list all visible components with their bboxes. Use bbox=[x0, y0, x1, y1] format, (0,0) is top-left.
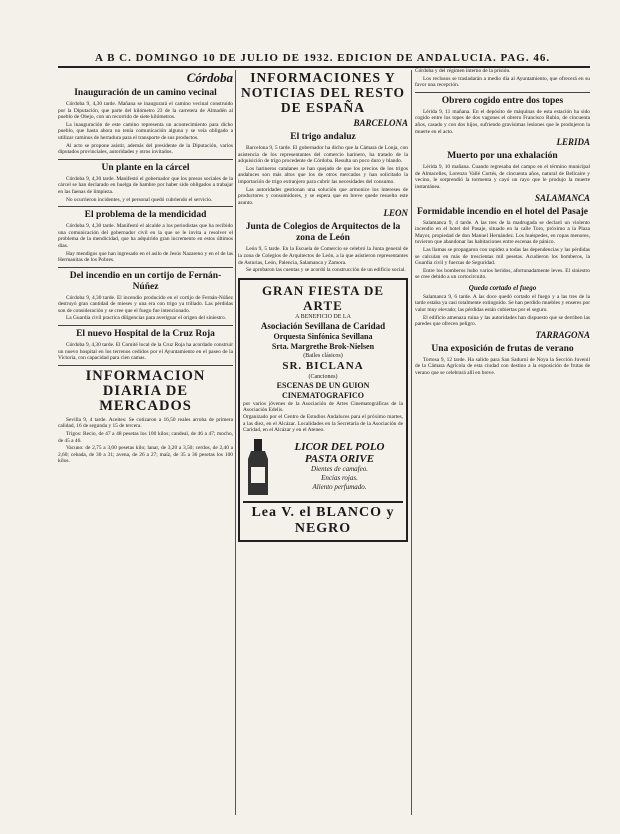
article-paragraph: Sevilla 9, 4 tarde. Aceites: Se cotizaron a 16,50 reales arroba de primera calidad, 16 de segunda y 15 de tercera. bbox=[58, 416, 233, 430]
column-left bbox=[58, 68, 233, 828]
article-paragraph: Las autoridades gestionan una solución que armonice los intereses de productores y consumidores, y se espera que en breve quede resuelto este asunto. bbox=[238, 186, 408, 206]
article-title: Inauguración de un camino vecinal bbox=[74, 88, 217, 98]
article-paragraph: La inauguración de este camino representa un acontecimiento para dicho pueblo, que hasta ahora no tenía comunicación alguna y se veía obligado a utilizar caminos de herradura para el transporte de sus productos. bbox=[58, 121, 233, 141]
article-paragraph: No ocurrieron incidentes, y el personal quedó cubriendo el servicio. bbox=[66, 196, 213, 203]
city-kicker: LERIDA bbox=[556, 137, 590, 148]
article-title: El nuevo Hospital de la Cruz Roja bbox=[76, 329, 215, 340]
ad-line: A BENEFICIO DE LA bbox=[295, 313, 351, 320]
column-center bbox=[238, 68, 408, 828]
column-rule-1 bbox=[235, 70, 236, 815]
liquor-name: LICOR DEL POLO bbox=[294, 441, 385, 454]
article-paragraph: Vacuno: de 2,75 a 3,00 pesetas kilo; lanar, de 3,20 a 3,50; cerdos, de 2,40 a 2,60; cebada, de 30 a 31; avena, de 26 a 27; maíz, de 35 a 36 pesetas los 100 kilos. bbox=[58, 445, 233, 465]
divider bbox=[58, 325, 233, 326]
city-kicker: LEON bbox=[383, 208, 408, 219]
article-title: Formidable incendio en el hotel del Pasaje bbox=[417, 206, 588, 217]
article-paragraph: Trigos: Recio, de 47 a 48 pesetas los 100 kilos; candeal, de 46 a 47; mocho, de 45 a 46. bbox=[58, 431, 233, 444]
column-rule-2 bbox=[411, 70, 412, 815]
article-paragraph: Entre los bomberos hubo varios heridos, afortunadamente leves. El siniestro se cree debido a un cortocircuito. bbox=[415, 267, 590, 281]
article-paragraph: Barcelona 9, 5 tarde. El gobernador ha dicho que la Cámara de Lonja, con asistencia de los representantes del comercio harinero, ha tratado de la adquisición de trigo procedente de Córdoba. Resulta un poco duro y blando. bbox=[238, 145, 408, 165]
city-kicker: Córdoba bbox=[186, 70, 233, 85]
ad-line: Asociación Sevillana de Caridad bbox=[260, 320, 386, 331]
ad-line: Organizado por el Centro de Estudios Andaluces para el próximo martes, a las diez, en el Alcázar. Localidades en la Secretaría de la Asociación de Caridad, en el Alcázar y en el Ateneo. bbox=[243, 413, 403, 434]
liquor-ad bbox=[243, 437, 403, 497]
ad-line: ESCENAS DE UN GUION CINEMATOGRAFICO bbox=[276, 380, 370, 400]
city-kicker: TARRAGONA bbox=[535, 329, 590, 340]
article-paragraph: Salamanca 9, 6 tarde. A las doce quedó cortado el fuego y a las tres de la tarde estaba ya casi totalmente extinguido. Se han perdido muebles y enseres por valor muy elevado; las pérdidas están cubiertas por el seguro. bbox=[415, 293, 590, 314]
advertisement-box bbox=[238, 278, 408, 542]
ad-line: (Bailes clásicos) bbox=[303, 352, 343, 359]
city-kicker: SALAMANCA bbox=[534, 192, 590, 203]
ad-line: Orquesta Sinfónica Sevillana bbox=[273, 331, 373, 341]
article-title: Muerto por una exhalación bbox=[447, 151, 558, 162]
article-paragraph: Los reclusos se trasladarán a medio día al Ayuntamiento, que ofrecerá en su favor una recepción. bbox=[415, 75, 590, 89]
ad-line: por varios jóvenes de la Asociación de Artes Cinematográficas de la Asociación Edelis. bbox=[243, 400, 403, 414]
column-right bbox=[415, 68, 590, 828]
bottle-icon bbox=[243, 437, 273, 497]
article-paragraph: Salamanca 9, 4 tarde. A las tres de la madrugada se declaró un violento incendio en el hotel del Pasaje, situado en la calle Toro, próximo a la Plaza Mayor, propiedad de don Manuel Hernández. Los huéspedes, en ropas menores, tuvieron que abandonar las habitaciones entre escenas de pánico. bbox=[415, 219, 590, 246]
section-title-national: INFORMACIONES Y NOTICIAS DEL RESTO DE ESPAÑA bbox=[240, 70, 406, 115]
section-title-markets: INFORMACION DIARIA DE MERCADOS bbox=[85, 367, 206, 414]
page-header: A B C. DOMINGO 10 DE JULIO DE 1932. EDICION DE ANDALUCIA. PAG. 46. bbox=[95, 52, 551, 64]
article-paragraph: Al acto se propone asistir, además del presidente de la Diputación, varios diputados provinciales, autoridades y otros invitados. bbox=[58, 142, 233, 156]
article-title: Junta de Colegios de Arquitectos de la zona de León bbox=[245, 222, 401, 244]
article-title: Obrero cogido entre dos topes bbox=[441, 95, 564, 106]
article-paragraph: Lérida 9, 11 mañana. En el depósito de máquinas de esta estación ha sido cogido entre los topes de dos vagones el obrero Francisco Rubio, de cincuenta años, casado y con dos hijos, sufriendo gravísimas lesiones que le produjeron la muerte en el acto. bbox=[415, 108, 590, 135]
article-paragraph: Córdoba 9, 4,30 tarde. Manifestó el alcalde a los periodistas que ha recibido una comunicación del gobernador civil en la que se le invita a resolver el problema de la mendicidad, que ha adquirido gran incremento en estos últimos días. bbox=[58, 223, 233, 249]
article-paragraph: Córdoba 9, 4,30 tarde. El Comité local de la Cruz Roja ha acordado construir un nuevo hospital en los terrenos cedidos por el Ayuntamiento en el paseo de la Victoria, con capacidad para cien camas. bbox=[58, 342, 233, 362]
ad-line: Srta. Margrethe Brok-Nielsen bbox=[271, 341, 375, 351]
article-paragraph: Córdoba 9, 4,30 tarde. Mañana se inaugurará el camino vecinal construido por la Diputación, que parte del kilómetro 23 de la carretera de Almadén al pueblo de Obejo, con un recorrido de siete kilómetros. bbox=[58, 101, 233, 121]
liquor-tagline: Dientes de camafeo. bbox=[311, 465, 368, 474]
article-paragraph: La Guardia civil practica diligencias para averiguar el origen del siniestro. bbox=[66, 315, 227, 322]
city-kicker: BARCELONA bbox=[353, 118, 408, 128]
article-title: El trigo andaluz bbox=[290, 132, 356, 142]
ad-line: SR. BICLANA bbox=[282, 359, 364, 372]
article-paragraph: Hay mendigos que han ingresado en el asilo de Jesús Nazareno y en el de las Hermanitas de los Pobres. bbox=[58, 250, 233, 264]
article-title: Un plante en la cárcel bbox=[101, 162, 190, 173]
article-subtitle: Queda cortado el fuego bbox=[468, 283, 537, 292]
article-paragraph: Córdoba 9, 4,30 tarde. El incendio producido en el cortijo de Fernán-Núñez destruyó gran cantidad de mieses y una era con trigo ya trillado. Las pérdidas son de consideración y se cree que el fuego fue intencionado. bbox=[58, 294, 233, 314]
article-paragraph: Tortosa 9, 12 tarde. Ha salido para San Sadurní de Noya la Sección Juvenil de la Cámara Agrícola de esta ciudad con destino a la exposición de frutas de verano que se celebrará allí en breve. bbox=[415, 356, 590, 377]
article-paragraph: El edificio amenaza ruina y las autoridades han dispuesto que se derriben las paredes que ofrecen peligro. bbox=[415, 314, 590, 328]
ad-blanco-negro: Lea V. el BLANCO y NEGRO bbox=[243, 501, 403, 537]
article-paragraph: Los harineros catalanes se han quejado de que los precios de los trigos andaluces son más altos que los de otros mercados y han solicitado la importación de trigo extranjero para cubrir las necesidades del consumo. bbox=[238, 165, 408, 185]
liquor-tagline: Encías rojas. bbox=[321, 474, 358, 483]
article-paragraph: Córdoba 9, 4,30 tarde. Manifestó el gobernador que los presos sociales de la cárcel se han declarado en huelga de hambre por haber sido obligados a trabajar en las faenas de limpieza. bbox=[58, 175, 233, 195]
divider bbox=[58, 159, 233, 160]
liquor-ad-text bbox=[276, 441, 403, 492]
ad-headline: GRAN FIESTA DE ARTE bbox=[261, 282, 385, 313]
article-paragraph: Lérida 9, 10 mañana. Cuando regresaba del campo en el término municipal de Almacelles, Lorenzo Vallé Cortés, de cincuenta años, natural de Bellcaire y vecino, le sorprendió la tormenta y cayó un rayo que le produjo la muerte instantánea. bbox=[415, 164, 590, 190]
ad-line: (Canciones) bbox=[308, 373, 338, 380]
divider bbox=[415, 92, 590, 93]
divider bbox=[58, 267, 233, 268]
article-paragraph: Se aprobaron las cuentas y se acordó la construcción de un edificio social. bbox=[246, 267, 406, 274]
article-paragraph: Córdoba y del régimen interno de la prisión. bbox=[415, 68, 511, 74]
divider bbox=[58, 206, 233, 207]
liquor-tagline: Aliento perfumado. bbox=[312, 483, 367, 492]
liquor-name: PASTA ORIVE bbox=[304, 453, 375, 466]
article-paragraph: León 9, 5 tarde. En la Escuela de Comercio se celebró la Junta general de la zona de Colegios de Arquitectos de León, a la que asistieron representantes de Asturias, León, Palencia, Salamanca y Zamora. bbox=[238, 246, 408, 266]
article-title: Una exposición de frutas de verano bbox=[431, 343, 574, 354]
divider bbox=[58, 365, 233, 366]
article-title: El problema de la mendicidad bbox=[84, 210, 207, 221]
article-paragraph: Las llamas se propagaron con rapidez a todas las dependencias y las pérdidas se calculan en más de trescientas mil pesetas. Acudieron los bomberos, la Guardia civil y fuerzas de Seguridad. bbox=[415, 246, 590, 267]
article-title: Del incendio en un cortijo de Fernán-Núñez bbox=[69, 270, 222, 292]
